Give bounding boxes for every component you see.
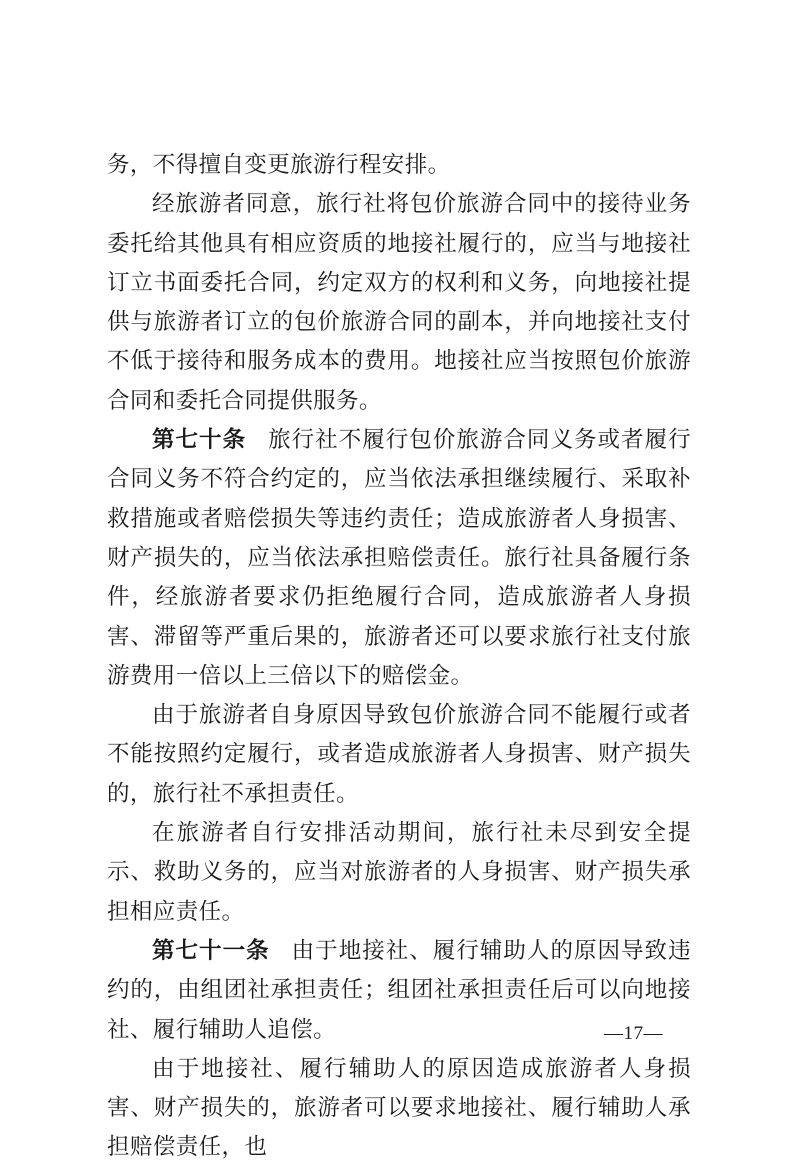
paragraph-text: 经旅游者同意，旅行社将包价旅游合同中的接待业务委托给其他具有相应资质的地接社履行的，应当与地接社订立书面委托合同，约定双方的权利和义务，向地接社提供与旅游者订立的包价旅游合同的副本，并向地接社支付不低于接待和服务成本的费用。地接社应当按照包价旅游合同和委托合同提供服务。 — [107, 191, 691, 414]
paragraph-2 — [107, 185, 691, 421]
paragraph-7 — [107, 1050, 691, 1168]
paragraph-1 — [107, 146, 691, 185]
paragraph-4 — [107, 696, 691, 814]
page-number: —17— — [604, 1023, 663, 1044]
paragraph-text: 旅行社不履行包价旅游合同义务或者履行合同义务不符合约定的，应当依法承担继续履行、采取补救措施或者赔偿损失等违约责任；造成旅游者人身损害、财产损失的，应当依法承担赔偿责任。旅行社具备履行条件，经旅游者要求仍拒绝履行合同，造成旅游者人身损害、滞留等严重后果的，旅游者还可以要求旅行社支付旅游费用一倍以上三倍以下的赔偿金。 — [107, 427, 692, 689]
paragraph-text: 在旅游者自行安排活动期间，旅行社未尽到安全提示、救助义务的，应当对旅游者的人身损害、财产损失承担相应责任。 — [107, 820, 691, 925]
article-number: 第七十条 — [152, 427, 247, 454]
paragraph-5 — [107, 814, 691, 932]
article-70 — [107, 421, 691, 696]
article-number: 第七十一条 — [152, 937, 270, 964]
document-page — [107, 146, 691, 1168]
paragraph-text: 由于地接社、履行辅助人的原因造成旅游者人身损害、财产损失的，旅游者可以要求地接社、履行辅助人承担赔偿责任，也 — [107, 1055, 691, 1161]
paragraph-text: 务，不得擅自变更旅游行程安排。 — [107, 152, 451, 178]
paragraph-text: 由于旅游者自身原因导致包价旅游合同不能履行或者不能按照约定履行，或者造成旅游者人身损害、财产损失的，旅行社不承担责任。 — [107, 702, 691, 807]
paragraph-text: 由于地接社、履行辅助人的原因导致违约的，由组团社承担责任；组团社承担责任后可以向地接社、履行辅助人追偿。 — [107, 937, 691, 1043]
